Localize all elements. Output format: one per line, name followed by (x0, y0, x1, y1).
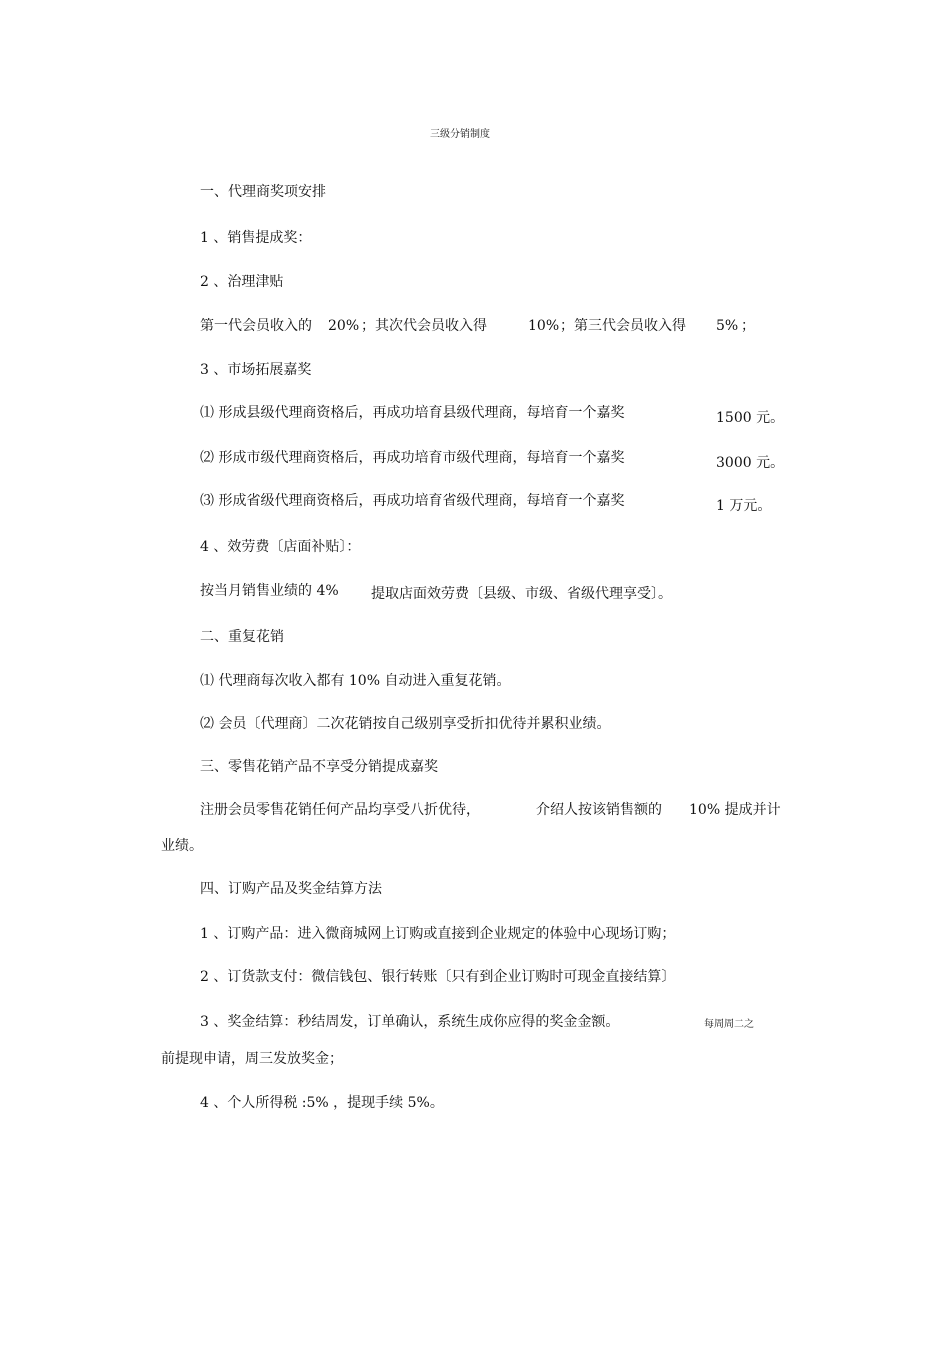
repeat-purchase-line2: ⑵ 会员〔代理商〕二次花销按自己级别享受折扣优待并累积业绩。 (200, 716, 611, 732)
tier-end: ； (741, 318, 755, 334)
award-city-text: ⑵ 形成市级代理商资格后，再成功培育市级代理商，每培育一个嘉奖 (200, 450, 625, 466)
award-province-amount: 1 万元。 (716, 498, 772, 514)
bonus-settlement-cont: 前提现申请，周三发放奖金； (161, 1051, 343, 1067)
retail-discount-text: 注册会员零售花销任何产品均享受八折优待， (200, 802, 480, 818)
award-province-text: ⑶ 形成省级代理商资格后，再成功培育省级代理商，每培育一个嘉奖 (200, 493, 625, 509)
tier3-label: ；第三代会员收入得 (560, 318, 686, 334)
order-products-item: 1 、订购产品：进入微商城网上订购或直接到企业规定的体验中心现场订购； (200, 926, 676, 942)
service-fee-desc: 提取店面效劳费〔县级、市级、省级代理享受〕。 (371, 586, 672, 602)
referrer-text: 介绍人按该销售额的 (536, 802, 662, 818)
section2-heading: 二、重复花销 (200, 629, 284, 645)
bonus-settlement-note: 每周周二之 (704, 1019, 754, 1030)
section1-heading: 一、代理商奖项安排 (200, 184, 326, 200)
bonus-settlement-item: 3 、奖金结算：秒结周发，订单确认，系统生成你应得的奖金金额。 (200, 1014, 620, 1030)
service-fee-item: 4 、效劳费〔店面补贴〕： (200, 539, 361, 555)
payment-item: 2 、订货款支付：微信钱包、银行转账〔只有到企业订购时可现金直接结算〕 (200, 969, 676, 985)
tier2-value: 10% (528, 318, 560, 334)
management-allowance-item: 2 、治理津贴 (200, 274, 284, 290)
section4-heading: 四、订购产品及奖金结算方法 (200, 881, 382, 897)
sales-commission-item: 1 、销售提成奖： (200, 230, 312, 246)
tier3-value: 5% (716, 318, 739, 334)
section3-heading: 三、零售花销产品不享受分销提成嘉奖 (200, 759, 438, 775)
document-title: 三级分销制度 (430, 129, 490, 140)
market-expansion-item: 3 、市场拓展嘉奖 (200, 362, 312, 378)
service-fee-rate: 按当月销售业绩的 4% (200, 583, 339, 599)
award-county-text: ⑴ 形成县级代理商资格后，再成功培育县级代理商，每培育一个嘉奖 (200, 405, 625, 421)
tier1-label: 第一代会员收入的 (200, 318, 312, 334)
repeat-purchase-line1: ⑴ 代理商每次收入都有 10% 自动进入重复花销。 (200, 673, 511, 689)
award-county-amount: 1500 元。 (716, 410, 785, 426)
award-city-amount: 3000 元。 (716, 455, 785, 471)
tier2-label: ；其次代会员收入得 (361, 318, 487, 334)
retail-discount-cont: 业绩。 (161, 838, 203, 854)
referrer-commission: 10% 提成并计 (689, 802, 781, 818)
tax-fee-item: 4 、个人所得税 :5% ，提现手续 5%。 (200, 1095, 444, 1111)
tier1-value: 20% (328, 318, 360, 334)
